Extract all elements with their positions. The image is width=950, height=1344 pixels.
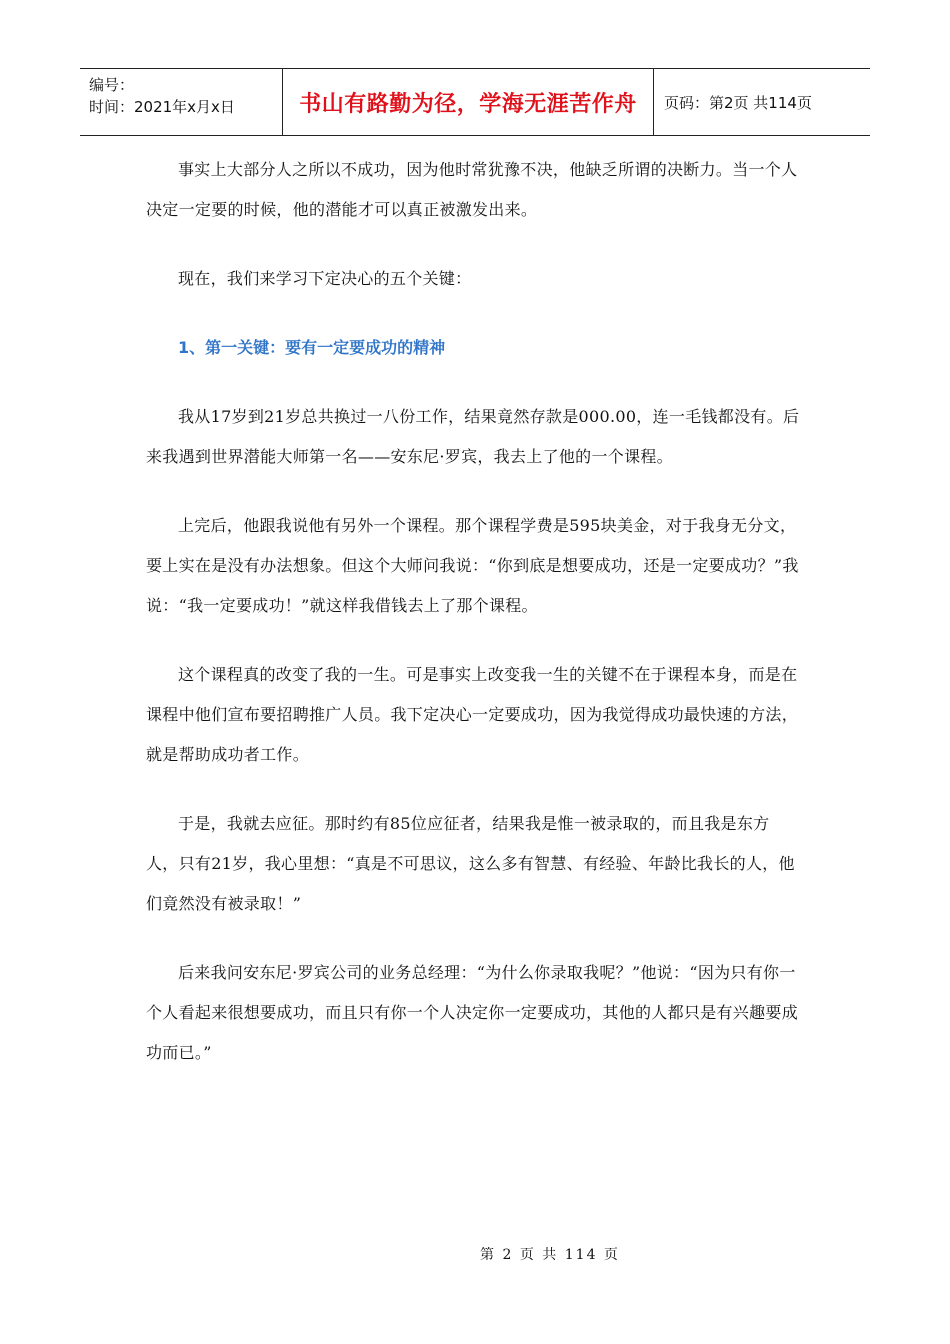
paragraph: 这个课程真的改变了我的一生。可是事实上改变我一生的关键不在于课程本身，而是在课程中他们宣布要招聘推广人员。我下定决心一定要成功，因为我觉得成功最快速的方法，就是帮助成功者工作。 [146,665,799,764]
page-header [80,68,870,136]
header-motto: 书山有路勤为径，学海无涯苦作舟 [283,69,654,135]
section-heading: 1、第一关键：要有一定要成功的精神 [178,338,446,357]
document-body [146,150,801,1073]
header-meta [80,69,283,135]
paragraph: 现在，我们来学习下定决心的五个关键： [178,269,472,288]
header-page-info: 页码：第2页 共114页 [664,93,812,112]
paragraph: 后来我问安东尼·罗宾公司的业务总经理：“为什么你录取我呢？”他说：“因为只有你一个人看起来很想要成功，而且只有你一个人决定你一定要成功，其他的人都只是有兴趣要成功而已。” [146,963,799,1062]
paragraph: 上完后，他跟我说他有另外一个课程。那个课程学费是595块美金，对于我身无分文，要上实在是没有办法想象。但这个大师问我说：“你到底是想要成功，还是一定要成功？”我说：“我一定要成功！”就这样我借钱去上了那个课程。 [146,516,799,615]
number-label: 编号： [89,76,135,94]
page-footer: 第 2 页 共 114 页 [480,1247,620,1263]
paragraph: 于是，我就去应征。那时约有85位应征者，结果我是惟一被录取的，而且我是东方人，只有21岁，我心里想：“真是不可思议，这么多有智慧、有经验、年龄比我长的人，他们竟然没有被录取！” [146,814,795,913]
time-label: 时间：2021年x月x日 [89,98,235,116]
paragraph: 我从17岁到21岁总共换过一八份工作，结果竟然存款是000.00，连一毛钱都没有。后来我遇到世界潜能大师第一名——安东尼·罗宾，我去上了他的一个课程。 [146,407,800,466]
paragraph: 事实上大部分人之所以不成功，因为他时常犹豫不决，他缺乏所谓的决断力。当一个人决定一定要的时候，他的潜能才可以真正被激发出来。 [146,160,798,219]
